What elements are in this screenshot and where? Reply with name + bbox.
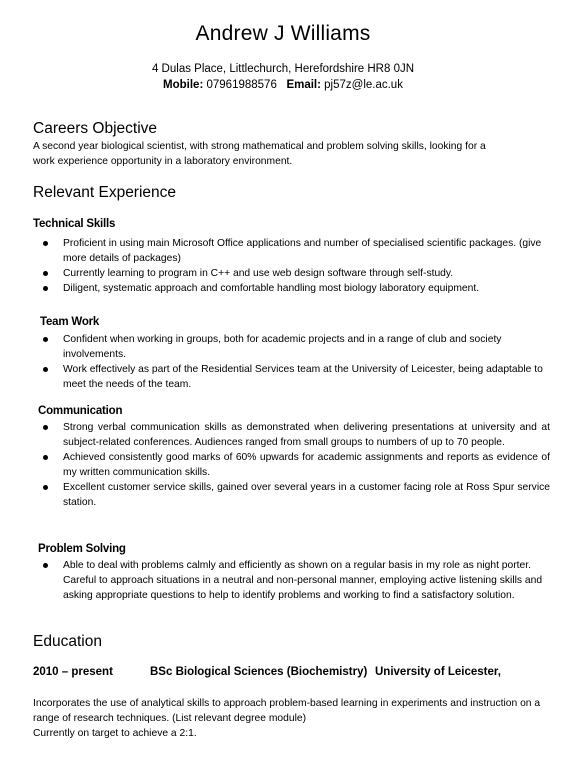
- list-item: Excellent customer service skills, gained over several years in a customer facing role at Ross Spur service station.: [40, 480, 550, 510]
- list-item: Diligent, systematic approach and comfortable handling most biology laboratory equipment.: [40, 281, 550, 296]
- list-item: Achieved consistently good marks of 60% upwards for academic assignments and reports as evidence of my written communication skills.: [40, 450, 550, 480]
- section-heading-experience: Relevant Experience: [33, 184, 177, 201]
- problem-solving-list: [40, 558, 550, 603]
- education-line-2: range of research techniques. (List relevant degree module): [33, 713, 307, 724]
- education-degree: BSc Biological Sciences (Biochemistry): [150, 666, 368, 678]
- contact-line: [0, 79, 566, 91]
- section-heading-objective: Careers Objective: [33, 120, 158, 137]
- subheading-team-work: Team Work: [40, 316, 100, 328]
- mobile-label: Mobile:: [163, 79, 204, 91]
- team-work-list: [40, 332, 550, 392]
- technical-skills-list: [40, 236, 550, 296]
- bullet-icon: [43, 367, 48, 372]
- subheading-communication: Communication: [38, 405, 123, 417]
- education-period: 2010 – present: [33, 666, 113, 678]
- email-address: pj57z@le.ac.uk: [324, 79, 403, 91]
- objective-line-2: work experience opportunity in a laboratory environment.: [33, 156, 293, 167]
- bullet-icon: [43, 425, 48, 430]
- list-item: Currently learning to program in C++ and use web design software through self-study.: [40, 266, 550, 281]
- education-line-3: Currently on target to achieve a 2:1.: [33, 728, 197, 739]
- objective-line-1: A second year biological scientist, with strong mathematical and problem solving skills, looking for a: [33, 141, 486, 152]
- communication-list: [40, 420, 550, 510]
- list-item: Work effectively as part of the Residential Services team at the University of Leicester, being adaptable to meet the needs of the team.: [40, 362, 550, 392]
- subheading-technical-skills: Technical Skills: [33, 218, 116, 230]
- list-item: Confident when working in groups, both for academic projects and in a range of club and society involvements.: [40, 332, 550, 362]
- mobile-number: 07961988576: [206, 79, 277, 91]
- bullet-icon: [43, 337, 48, 342]
- bullet-icon: [43, 241, 48, 246]
- bullet-icon: [43, 271, 48, 276]
- list-item: Strong verbal communication skills as demonstrated when delivering presentations at university and at subject-related conferences. Audiences ranged from small groups to numbers of up to 70 people.: [40, 420, 550, 450]
- bullet-icon: [43, 455, 48, 460]
- bullet-icon: [43, 485, 48, 490]
- bullet-icon: [43, 563, 48, 568]
- education-line-1: Incorporates the use of analytical skills to approach problem-based learning in experiments and instruction on a: [33, 698, 541, 709]
- email-label: Email:: [286, 79, 321, 91]
- list-item: Able to deal with problems calmly and efficiently as shown on a regular basis in my role as night porter. Careful to approach situations in a neutral and non-personal manner, employing active listening skills and asking appropriate questions to help to identify problems and working to find a satisfactory solution.: [40, 558, 550, 603]
- subheading-problem-solving: Problem Solving: [38, 543, 126, 555]
- address: 4 Dulas Place, Littlechurch, Herefordshire HR8 0JN: [151, 63, 415, 75]
- list-item: Proficient in using main Microsoft Office applications and number of specialised scientific packages. (give more details of packages): [40, 236, 550, 266]
- bullet-icon: [43, 286, 48, 291]
- candidate-name: Andrew J Williams: [195, 22, 371, 45]
- education-institution: University of Leicester,: [375, 666, 501, 678]
- section-heading-education: Education: [33, 633, 102, 650]
